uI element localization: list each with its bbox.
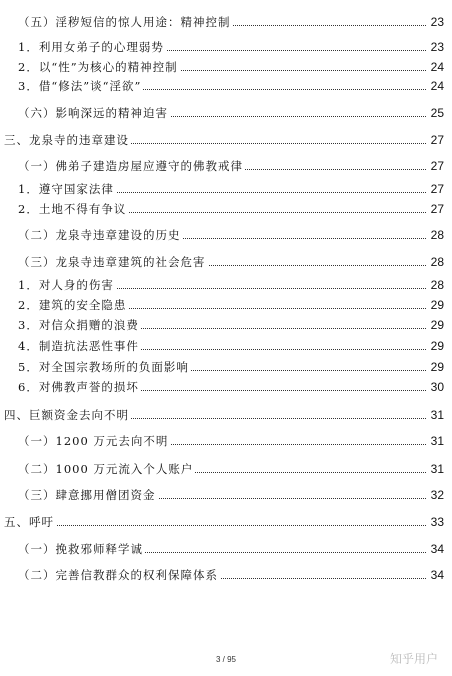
toc-entry-page: 31 — [430, 462, 444, 476]
toc-entry[interactable] — [0, 199, 452, 219]
toc-entry-label: 6．对佛教声誉的损坏 — [18, 377, 141, 397]
toc-entry-page: 29 — [430, 360, 444, 374]
page-number: 3 / 95 — [215, 655, 236, 664]
toc-entry-page: 34 — [430, 568, 444, 582]
toc-entry-page: 28 — [430, 228, 444, 242]
toc-entry[interactable] — [0, 377, 452, 397]
toc-entry-page: 28 — [430, 255, 444, 269]
watermark-text: 知乎用户 — [389, 652, 438, 666]
toc-entry-page: 23 — [430, 15, 444, 29]
toc-entry-label: 5．对全国宗教场所的负面影响 — [18, 357, 191, 377]
toc-entry-page: 23 — [430, 40, 444, 54]
toc-entry[interactable] — [0, 156, 452, 176]
toc-entry[interactable] — [0, 103, 452, 123]
toc-entry-page: 27 — [430, 182, 444, 196]
toc-entry-page: 29 — [430, 339, 444, 353]
toc-entry[interactable] — [0, 485, 452, 505]
toc-entry-label: 四、巨额资金去向不明 — [4, 405, 131, 425]
toc-entry-label: （五）淫秽短信的惊人用途：精神控制 — [18, 12, 233, 32]
toc-entry-page: 27 — [430, 159, 444, 173]
toc-entry-page: 24 — [430, 79, 444, 93]
toc-entry[interactable] — [0, 295, 452, 315]
toc-entry-page: 29 — [430, 318, 444, 332]
toc-entry[interactable] — [0, 357, 452, 377]
toc-entry-label: 2．土地不得有争议 — [18, 199, 128, 219]
toc-entry-label: 五、呼吁 — [4, 512, 56, 532]
toc-entry[interactable] — [0, 57, 452, 77]
toc-entry-label: （一）佛弟子建造房屋应遵守的佛教戒律 — [18, 156, 245, 176]
toc-entry-page: 34 — [430, 542, 444, 556]
toc-entry[interactable] — [0, 459, 452, 479]
toc-entry-page: 28 — [430, 278, 444, 292]
toc-entry-page: 31 — [430, 408, 444, 422]
toc-entry[interactable] — [0, 76, 452, 96]
toc-entry[interactable] — [0, 336, 452, 356]
toc-entry[interactable] — [0, 179, 452, 199]
toc-entry-page: 27 — [430, 133, 444, 147]
toc-entry-label: 1．遵守国家法律 — [18, 179, 116, 199]
toc-entry-label: （一）1200 万元去向不明 — [18, 431, 170, 451]
toc-entry-label: 三、龙泉寺的违章建设 — [4, 130, 131, 150]
toc-entry[interactable] — [0, 315, 452, 335]
toc-entry[interactable] — [0, 565, 452, 585]
toc-entry[interactable] — [0, 405, 452, 425]
toc-entry[interactable] — [0, 512, 452, 532]
toc-entry-page: 31 — [430, 434, 444, 448]
toc-entry-label: 1．利用女弟子的心理弱势 — [18, 37, 166, 57]
toc-entry-label: （三）龙泉寺违章建筑的社会危害 — [18, 252, 208, 272]
toc-entry[interactable] — [0, 275, 452, 295]
toc-entry[interactable] — [0, 130, 452, 150]
toc-entry-label: 2．建筑的安全隐患 — [18, 295, 128, 315]
toc-entry-label: 1．对人身的伤害 — [18, 275, 116, 295]
toc-entry-label: 3．借“修法”谈“淫欲” — [18, 76, 143, 96]
toc-entry-page: 33 — [430, 515, 444, 529]
toc-entry-page: 25 — [430, 106, 444, 120]
toc-entry[interactable] — [0, 12, 452, 32]
toc-entry-page: 29 — [430, 298, 444, 312]
toc-entry-page: 24 — [430, 60, 444, 74]
toc-entry-page: 32 — [430, 488, 444, 502]
toc-entry-label: （六）影响深远的精神迫害 — [18, 103, 170, 123]
toc-entry[interactable] — [0, 252, 452, 272]
toc-entry-label: （三）肆意挪用僧团资金 — [18, 485, 158, 505]
toc-entry[interactable] — [0, 37, 452, 57]
toc-entry-label: （二）龙泉寺违章建设的历史 — [18, 225, 183, 245]
toc-entry-label: 2．以“性”为核心的精神控制 — [18, 57, 180, 77]
toc-entry-page: 27 — [430, 202, 444, 216]
toc-entry-label: （二）1000 万元流入个人账户 — [18, 459, 195, 479]
toc-leader-dots — [4, 525, 426, 526]
toc-entry[interactable] — [0, 431, 452, 451]
toc-entry[interactable] — [0, 539, 452, 559]
toc-entry-page: 30 — [430, 380, 444, 394]
toc-entry-label: 3．对信众捐赠的浪费 — [18, 315, 141, 335]
toc-entry-label: （二）完善信教群众的权利保障体系 — [18, 565, 220, 585]
toc-entry-label: （一）挽救邪师释学诚 — [18, 539, 145, 559]
toc-entry-label: 4．制造抗法恶性事件 — [18, 336, 141, 356]
toc-entry[interactable] — [0, 225, 452, 245]
